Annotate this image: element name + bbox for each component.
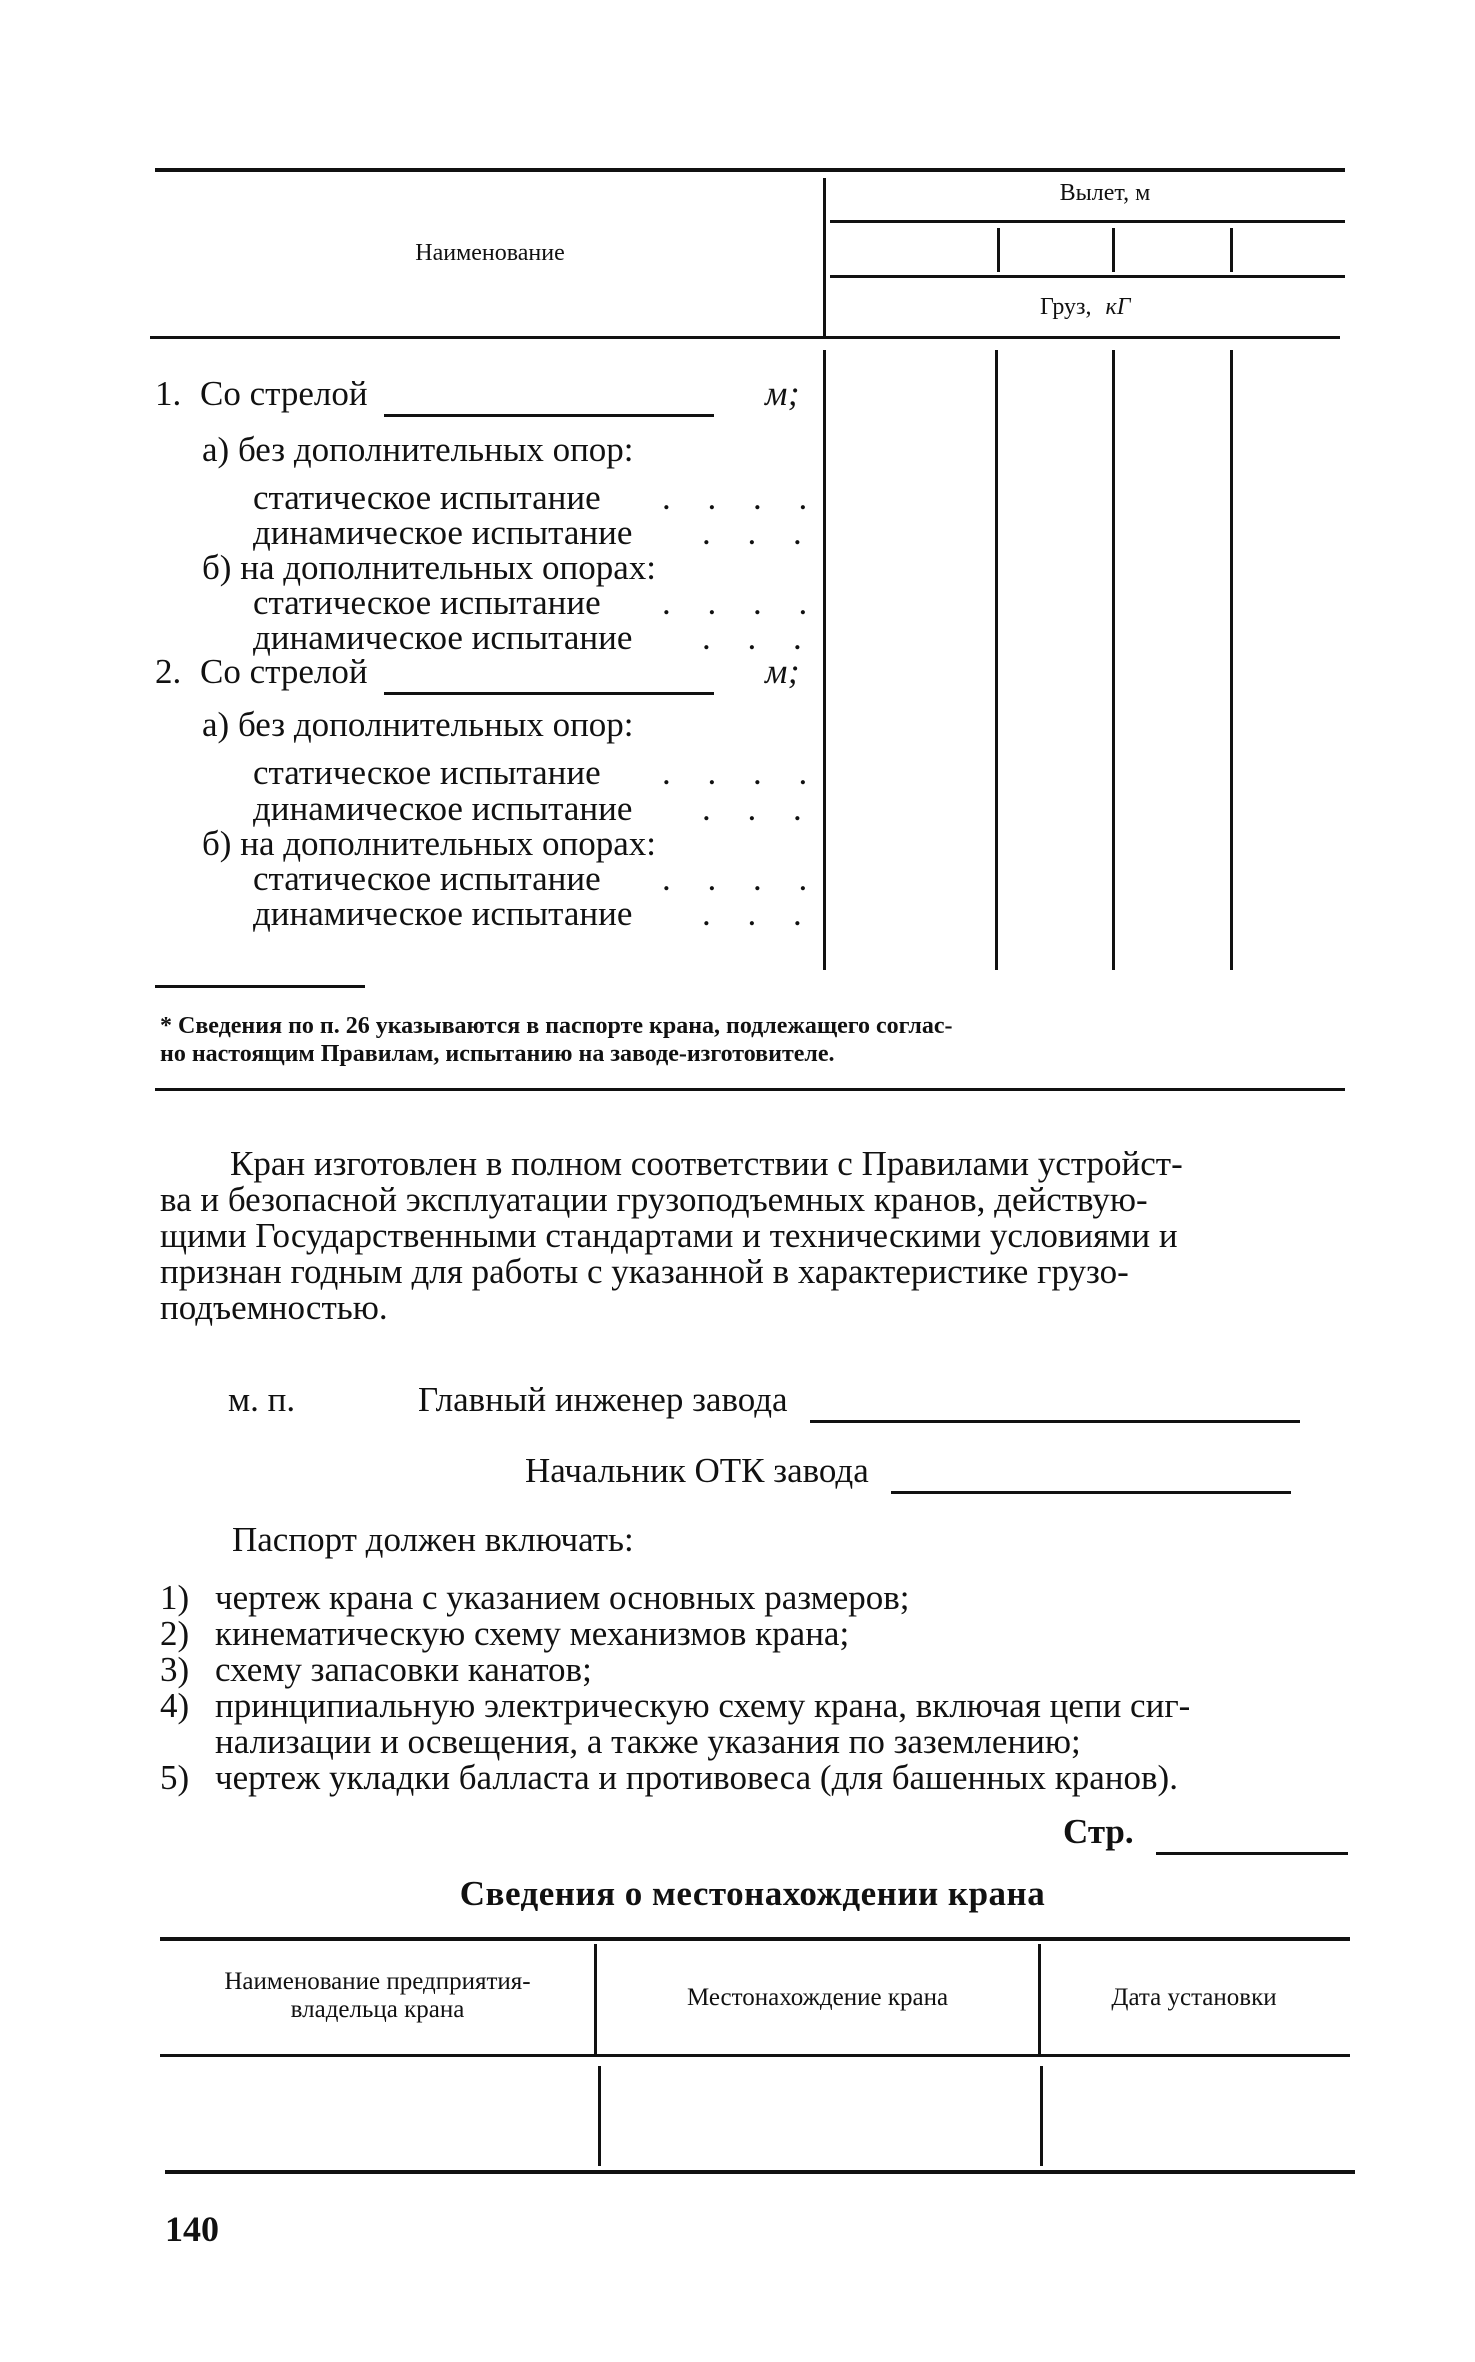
load-label: Груз, <box>1040 294 1092 320</box>
header-line: владельца крана <box>290 1996 465 2023</box>
list-text: чертеж крана с указанием основных размеров; <box>215 1578 910 1617</box>
table-row: динамическое испытание <box>253 618 633 657</box>
list-item <box>160 1758 1178 1798</box>
col-location-header: Местонахождение крана <box>686 1984 949 2011</box>
otk-head-line <box>525 1451 1291 1494</box>
leader-dots: . . . <box>702 789 816 828</box>
signature-blank <box>810 1380 1300 1423</box>
col-name-header: Наименование <box>415 240 565 266</box>
table-row: динамическое испытание <box>253 513 633 552</box>
page-ref-label: Стр. <box>1063 1812 1134 1851</box>
blank-line <box>384 374 714 417</box>
unit-label: м; <box>765 652 800 691</box>
footnote-bottom-rule <box>155 1088 1345 1091</box>
list-item <box>160 1614 850 1654</box>
list-text: чертеж укладки балласта и противовеса (для башенных кранов). <box>215 1758 1178 1797</box>
list-text: схему запасовки канатов; <box>215 1650 592 1689</box>
table-row: статическое испытание <box>253 859 601 898</box>
unit-label: м; <box>765 374 800 413</box>
table-row <box>155 374 714 417</box>
load-unit: кГ <box>1105 294 1131 320</box>
col-reach-header: Вылет, м <box>1059 180 1151 206</box>
body-col-divider <box>1230 350 1233 970</box>
list-number: 2) <box>160 1614 190 1653</box>
table-row: динамическое испытание <box>253 894 633 933</box>
list-text: кинематическую схему механизмов крана; <box>215 1614 850 1653</box>
footnote <box>160 1012 1345 1068</box>
list-number: 5) <box>160 1758 190 1797</box>
location-col-divider <box>1038 1944 1041 2054</box>
leader-dots: . . . . <box>662 859 822 898</box>
table-row: б) на дополнительных опорах: <box>202 548 656 587</box>
col-date-header: Дата установки <box>1111 1984 1277 2011</box>
body-col-divider <box>1112 350 1115 970</box>
location-title: Сведения о местонахождении крана <box>459 1874 1046 1913</box>
page-ref-line <box>1063 1812 1348 1855</box>
page-number: 140 <box>165 2209 219 2249</box>
statement-line: ва и безопасной эксплуатации грузоподъемных кранов, действую- <box>160 1180 1148 1219</box>
col-owner-header <box>165 1968 590 2024</box>
list-number: 1) <box>160 1578 190 1617</box>
leader-dots: . . . <box>702 513 816 552</box>
reach-tick <box>1112 228 1115 272</box>
list-item <box>160 1650 592 1690</box>
leader-dots: . . . <box>702 894 816 933</box>
location-col-divider <box>598 2066 601 2166</box>
list-text: нализации и освещения, а также указания по заземлению; <box>215 1722 1081 1761</box>
otk-head-label: Начальник ОТК завода <box>525 1451 869 1490</box>
footnote-line: но настоящим Правилам, испытанию на заводе-изготовителе. <box>160 1041 835 1067</box>
leader-dots: . . . . <box>662 583 822 622</box>
table-row: а) без дополнительных опор: <box>202 705 634 744</box>
page-ref-blank <box>1156 1812 1348 1855</box>
table-row: статическое испытание <box>253 753 601 792</box>
chief-engineer-label: Главный инженер завода <box>418 1380 788 1419</box>
row-number: 2. <box>155 652 182 691</box>
statement-line: щими Государственными стандартами и техническими условиями и <box>160 1216 1178 1255</box>
table-row: динамическое испытание <box>253 789 633 828</box>
list-text: принципиальную электрическую схему крана, включая цепи сиг- <box>215 1686 1191 1725</box>
statement-line: Кран изготовлен в полном соответствии с Правилами устройст- <box>230 1144 1183 1183</box>
col-load-header <box>1040 294 1130 321</box>
leader-dots: . . . . <box>662 478 822 517</box>
stamp-label: м. п. <box>228 1380 296 1419</box>
chief-engineer-line <box>418 1380 1300 1423</box>
body-col-divider <box>995 350 998 970</box>
reach-tick <box>1230 228 1233 272</box>
table-row: статическое испытание <box>253 478 601 517</box>
blank-line <box>384 652 714 695</box>
table-row: а) без дополнительных опор: <box>202 430 634 469</box>
location-top-rule <box>160 1937 1350 1941</box>
header-divider <box>823 178 826 336</box>
leader-dots: . . . . <box>662 753 822 792</box>
signature-blank <box>891 1451 1291 1494</box>
table-top-rule <box>155 168 1345 172</box>
row-label: Со стрелой <box>200 652 368 691</box>
list-number: 3) <box>160 1650 190 1689</box>
location-bottom-rule <box>165 2170 1355 2174</box>
location-header-rule <box>160 2054 1350 2057</box>
list-number: 4) <box>160 1686 190 1725</box>
table-row: б) на дополнительных опорах: <box>202 824 656 863</box>
leader-dots: . . . <box>702 618 816 657</box>
row-label: Со стрелой <box>200 374 368 413</box>
load-over-rule <box>830 275 1345 278</box>
statement-line: признан годным для работы с указанной в характеристике грузо- <box>160 1252 1129 1291</box>
table-row: статическое испытание <box>253 583 601 622</box>
footnote-rule <box>155 985 365 988</box>
passport-intro: Паспорт должен включать: <box>232 1520 634 1559</box>
body-col-divider <box>823 350 826 970</box>
reach-under-rule <box>830 220 1345 223</box>
list-item <box>160 1686 1191 1726</box>
table-row <box>155 652 714 695</box>
reach-tick <box>997 228 1000 272</box>
list-item <box>160 1578 910 1618</box>
row-number: 1. <box>155 374 182 413</box>
certification-statement <box>160 1146 1345 1326</box>
location-col-divider <box>1040 2066 1043 2166</box>
footnote-line: * Сведения по п. 26 указываются в паспорте крана, подлежащего соглас- <box>160 1013 953 1039</box>
location-col-divider <box>594 1944 597 2054</box>
header-bottom-rule <box>150 336 1340 339</box>
header-line: Наименование предприятия- <box>224 1968 531 1995</box>
statement-line: подъемностью. <box>160 1288 388 1327</box>
